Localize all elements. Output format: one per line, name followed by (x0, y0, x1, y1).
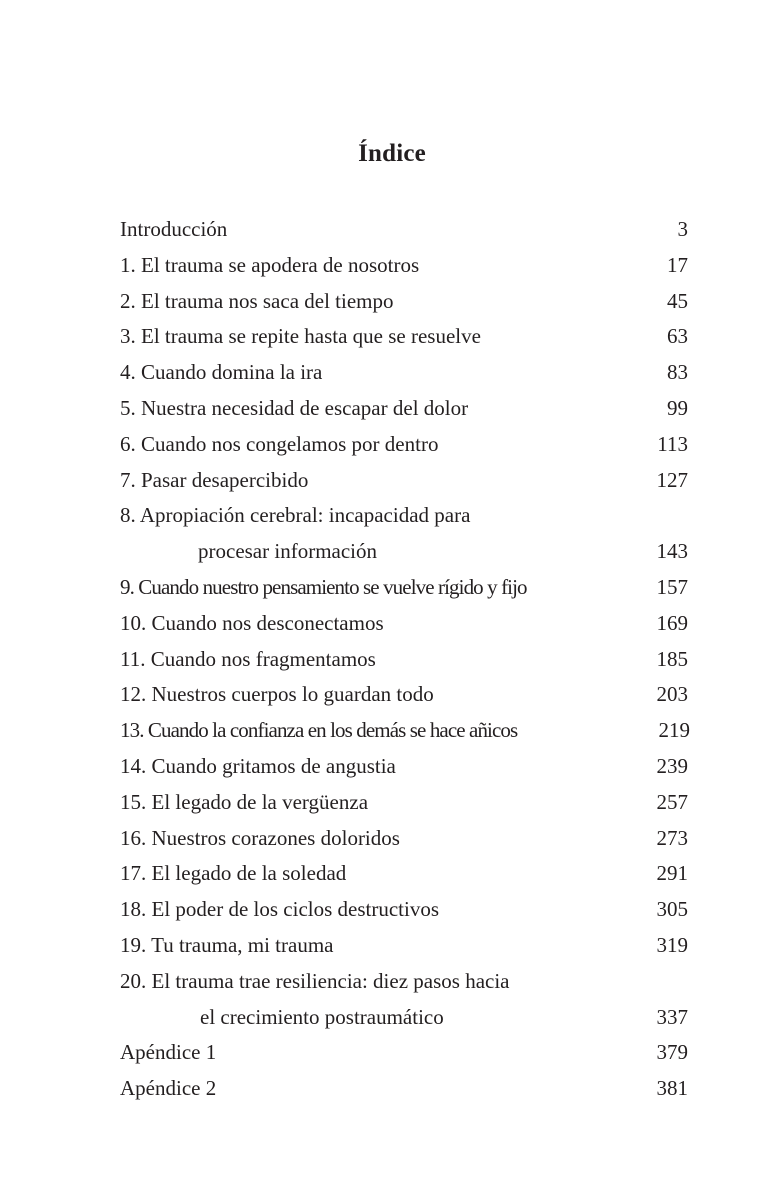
toc-entry-page: 203 (656, 682, 688, 707)
toc-entry-label: 7. Pasar desapercibido (120, 467, 309, 492)
toc-entry-label: 18. El poder de los ciclos destructivos (120, 897, 440, 922)
toc-entry-page: 157 (656, 574, 688, 599)
toc-entry-apendice-2 (120, 1071, 688, 1107)
page-title: Índice (358, 140, 426, 167)
toc-entry-page: 45 (667, 288, 688, 313)
toc-entry-page: 169 (656, 610, 688, 635)
toc-entry-page: 337 (656, 1004, 688, 1029)
toc-entry-apendice-1 (120, 1035, 688, 1071)
toc-entry-chapter-3 (120, 319, 688, 355)
toc-entry-label: Apéndice 2 (120, 1076, 217, 1101)
toc-entry-chapter-19 (120, 928, 688, 964)
toc-entry-label: 15. El legado de la vergüenza (120, 789, 369, 814)
toc-entry-chapter-15 (120, 785, 688, 821)
toc-entry-chapter-14 (120, 749, 688, 785)
toc-entry-page: 83 (667, 360, 688, 385)
toc-entry-page: 99 (667, 395, 688, 420)
toc-entry-chapter-9 (120, 570, 688, 606)
toc-entry-label: 9. Cuando nuestro pensamiento se vuelve rígido y fijo (120, 574, 527, 599)
toc-entry-page: 113 (657, 431, 688, 456)
toc-entry-label: 17. El legado de la soledad (120, 861, 347, 886)
toc-entry-page: 143 (656, 539, 688, 564)
toc-entry-page: 3 (677, 217, 688, 241)
toc-entry-chapter-16 (120, 821, 688, 857)
toc-entry-page: 291 (656, 861, 688, 886)
toc-entry-label: 8. Apropiación cerebral: incapacidad para (120, 503, 471, 528)
toc-entry-label: Apéndice 1 (120, 1040, 217, 1065)
toc-entry-chapter-8 (120, 498, 688, 534)
toc-entry-label-continuation: el crecimiento postraumático (200, 1004, 444, 1029)
toc-entry-page: 185 (656, 646, 688, 671)
toc-entry-chapter-17 (120, 856, 688, 892)
toc-entry-label: 13. Cuando la confianza en los demás se hace añicos (120, 718, 518, 743)
toc-entry-page: 63 (667, 324, 688, 349)
toc-entry-chapter-4 (120, 355, 688, 391)
toc-entry-page: 319 (656, 932, 688, 957)
toc-entry-page: 305 (656, 897, 688, 922)
toc-entry-label: 2. El trauma nos saca del tiempo (120, 288, 394, 313)
toc-entry-introduccion (120, 212, 688, 248)
toc-entry-chapter-12 (120, 677, 688, 713)
toc-entry-label: 6. Cuando nos congelamos por dentro (120, 431, 439, 456)
toc-entry-page: 379 (656, 1040, 688, 1065)
toc-entry-label: Introducción (120, 217, 228, 241)
toc-entry-page: 127 (656, 467, 688, 492)
toc-entry-label: 12. Nuestros cuerpos lo guardan todo (120, 682, 434, 707)
toc-entry-label: 5. Nuestra necesidad de escapar del dolor (120, 395, 469, 420)
toc-entry-label: 1. El trauma se apodera de nosotros (120, 252, 420, 277)
toc-entry-chapter-5 (120, 391, 688, 427)
toc-entry-label: 16. Nuestros corazones doloridos (120, 825, 400, 850)
toc-entry-label: 20. El trauma trae resiliencia: diez pasos hacia (120, 968, 510, 993)
toc-entry-chapter-6 (120, 427, 688, 463)
toc-entry-chapter-11 (120, 642, 688, 678)
toc-entry-page: 219 (658, 718, 690, 743)
table-of-contents (120, 212, 688, 1107)
toc-entry-chapter-20 (120, 964, 688, 1000)
toc-entry-label: 10. Cuando nos desconectamos (120, 610, 384, 635)
toc-entry-chapter-18 (120, 892, 688, 928)
toc-entry-chapter-8-continuation (120, 534, 688, 570)
toc-entry-label: 19. Tu trauma, mi trauma (120, 932, 334, 957)
toc-entry-page: 17 (667, 252, 688, 277)
toc-entry-chapter-2 (120, 284, 688, 320)
toc-entry-label: 4. Cuando domina la ira (120, 360, 323, 385)
toc-entry-chapter-10 (120, 606, 688, 642)
toc-entry-chapter-1 (120, 248, 688, 284)
toc-entry-page: 239 (656, 753, 688, 778)
toc-entry-chapter-13 (120, 713, 688, 749)
toc-entry-label-continuation: procesar información (198, 539, 378, 564)
toc-entry-label: 11. Cuando nos fragmentamos (120, 646, 376, 671)
toc-entry-label: 14. Cuando gritamos de angustia (120, 753, 396, 778)
toc-entry-page: 257 (656, 789, 688, 814)
toc-entry-page: 381 (656, 1076, 688, 1101)
toc-entry-label: 3. El trauma se repite hasta que se resuelve (120, 324, 481, 349)
toc-entry-chapter-20-continuation (120, 1000, 688, 1036)
toc-entry-page: 273 (656, 825, 688, 850)
toc-entry-chapter-7 (120, 463, 688, 499)
